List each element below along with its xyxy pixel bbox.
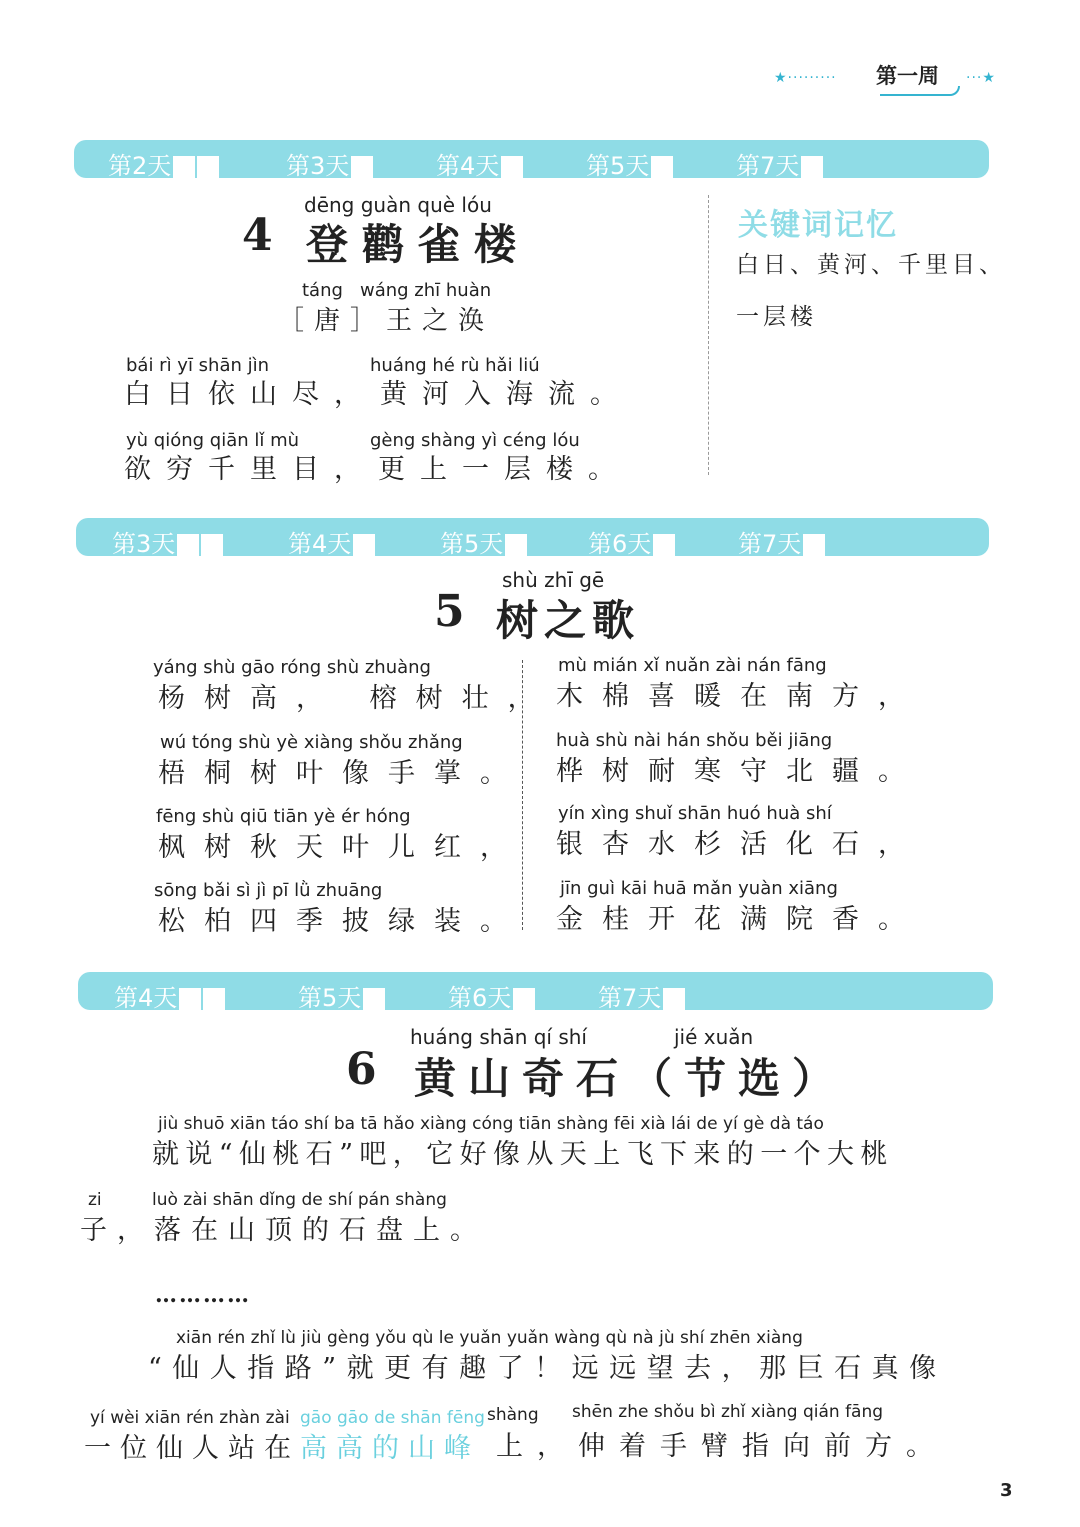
text6-p2: 子，落在山顶的石盘上。 [80,1215,487,1246]
poem4-author-pinyin-dynasty: táng [302,280,343,301]
poem5-right-pinyin-2: huà shù nài hán shǒu běi jiāng [556,730,833,751]
poem5-right-line-1: 木棉喜暖在南方， [556,681,924,712]
day-item[interactable]: 第6天 [588,524,675,559]
poem5-right-pinyin-4: jīn guì kāi huā mǎn yuàn xiāng [560,878,838,899]
day-item[interactable]: 第3天 [286,146,373,181]
day-item[interactable]: 第4天 [436,146,523,181]
week-label: 第一周 [876,64,939,88]
poem5-right-line-2: 桦树耐寒守北疆。 [556,756,924,787]
text6-p2-pinyin-b: luò zài shān dǐng de shí pán shàng [152,1190,447,1210]
right-star-dots: ···★ [966,70,996,86]
poem5-title-pinyin: shù zhī gē [502,568,605,592]
keyword-title: 关键词记忆 [738,208,898,243]
day-item[interactable]: 第7天 [598,978,685,1013]
poem5-left-pinyin-3: fēng shù qiū tiān yè ér hóng [156,806,411,827]
day-item[interactable]: 第7天 [738,524,825,559]
day-checklist-bar-1 [74,140,989,178]
left-star-dots: ★········· [774,70,837,86]
poem4-number: 4 [242,210,273,261]
day-item[interactable]: 第7天 [736,146,823,181]
text6-p3: “仙人指路”就更有趣了！远远望去，那巨石真像 [148,1353,947,1384]
text6-p4-pinyin-c: shēn zhe shǒu bì zhǐ xiàng qián fāng [572,1402,884,1422]
poem5-title: 树之歌 [496,596,641,645]
poem4-line2-a: 欲穷千里目， [124,454,376,485]
day-checklist-bar-3 [78,972,993,1010]
text6-title-pinyin-b: jié xuǎn [674,1025,754,1049]
day-checklist-bar-2 [76,518,989,556]
day-item[interactable]: 第3天 [112,524,223,559]
poem5-left-pinyin-4: sōng bǎi sì jì pī lǜ zhuāng [154,880,383,901]
day-item[interactable]: 第4天 [114,978,225,1013]
poem5-left-pinyin-2: wú tóng shù yè xiàng shǒu zhǎng [160,732,463,753]
text6-title-pinyin-a: huáng shān qí shí [410,1025,587,1049]
ellipsis: ………… [155,1282,251,1308]
poem4-author-pinyin-name: wáng zhī huàn [360,280,492,301]
poem5-left-line-2: 梧桐树叶像手掌。 [158,758,526,789]
poem5-number: 5 [434,586,465,637]
poem4-line2-pinyin-a: yù qióng qiān lǐ mù [126,430,300,451]
poem4-line1-pinyin-b: huáng hé rù hǎi liú [370,355,540,376]
text6-p4-a: 一位仙人站在 [84,1433,300,1464]
poem4-line1-b: 黄河入海流。 [380,379,632,410]
text6-number: 6 [346,1044,377,1095]
keyword-line-2: 一层楼 [736,304,817,330]
day-item[interactable]: 第5天 [440,524,527,559]
week-header [770,60,1020,100]
poem4-line1-a: 白日依山尽， [124,379,376,410]
text6-p4-pinyin-b: shàng [487,1405,539,1425]
poem4-line2-pinyin-b: gèng shàng yì céng lóu [370,430,580,451]
text6-p1-pinyin: jiù shuō xiān táo shí ba tā hǎo xiàng cóng tiān shàng fēi xià lái de yí gè dà táo [158,1114,824,1134]
poem4-line1-pinyin-a: bái rì yī shān jìn [126,355,270,376]
text6-p4-b: 上，伸着手臂指向前方。 [496,1431,947,1462]
page-number: 3 [1000,1480,1013,1501]
poem5-column-divider [522,660,523,930]
text6-p1: 就说“仙桃石”吧，它好像从天上飞下来的一个大桃 [152,1139,894,1170]
poem5-left-line-3: 枫树秋天叶儿红， [158,832,526,863]
poem5-left-line-1: 杨树高， 榕树壮， [158,683,554,714]
text6-title: 黄山奇石（节选） [414,1054,847,1103]
day-item[interactable]: 第4天 [288,524,375,559]
text6-p4-pinyin-highlight: gāo gāo de shān fēng [300,1408,485,1428]
text6-p2-pinyin-a: zi [88,1190,102,1210]
keyword-divider [708,195,709,475]
text6-p3-pinyin: xiān rén zhǐ lù jiù gèng yǒu qù le yuǎn yuǎn wàng qù nà jù shí zhēn xiàng [176,1328,803,1348]
week-underline [880,86,960,96]
day-item[interactable]: 第2天 [108,146,219,181]
poem4-title-pinyin: dēng guàn què lóu [304,193,492,217]
poem5-right-pinyin-3: yín xìng shuǐ shān huó huà shí [558,803,832,824]
day-item[interactable]: 第6天 [448,978,535,1013]
poem5-right-pinyin-1: mù mián xǐ nuǎn zài nán fāng [558,655,827,676]
poem5-left-pinyin-1: yáng shù gāo róng shù zhuàng [153,657,431,678]
poem4-title: 登鹳雀楼 [306,220,531,269]
text6-p4-highlight: 高高的山峰 [300,1433,480,1464]
keyword-line-1: 白日、黄河、千里目、 [736,252,1006,278]
day-item[interactable]: 第5天 [298,978,385,1013]
poem5-right-line-4: 金桂开花满院香。 [556,904,924,935]
poem4-line2-b: 更上一层楼。 [378,454,630,485]
poem4-author: ［唐］王之涣 [278,306,495,336]
poem5-left-line-4: 松柏四季披绿装。 [158,906,526,937]
poem5-right-line-3: 银杏水杉活化石， [556,829,924,860]
text6-p4-pinyin-a: yí wèi xiān rén zhàn zài [90,1408,290,1428]
day-item[interactable]: 第5天 [586,146,673,181]
